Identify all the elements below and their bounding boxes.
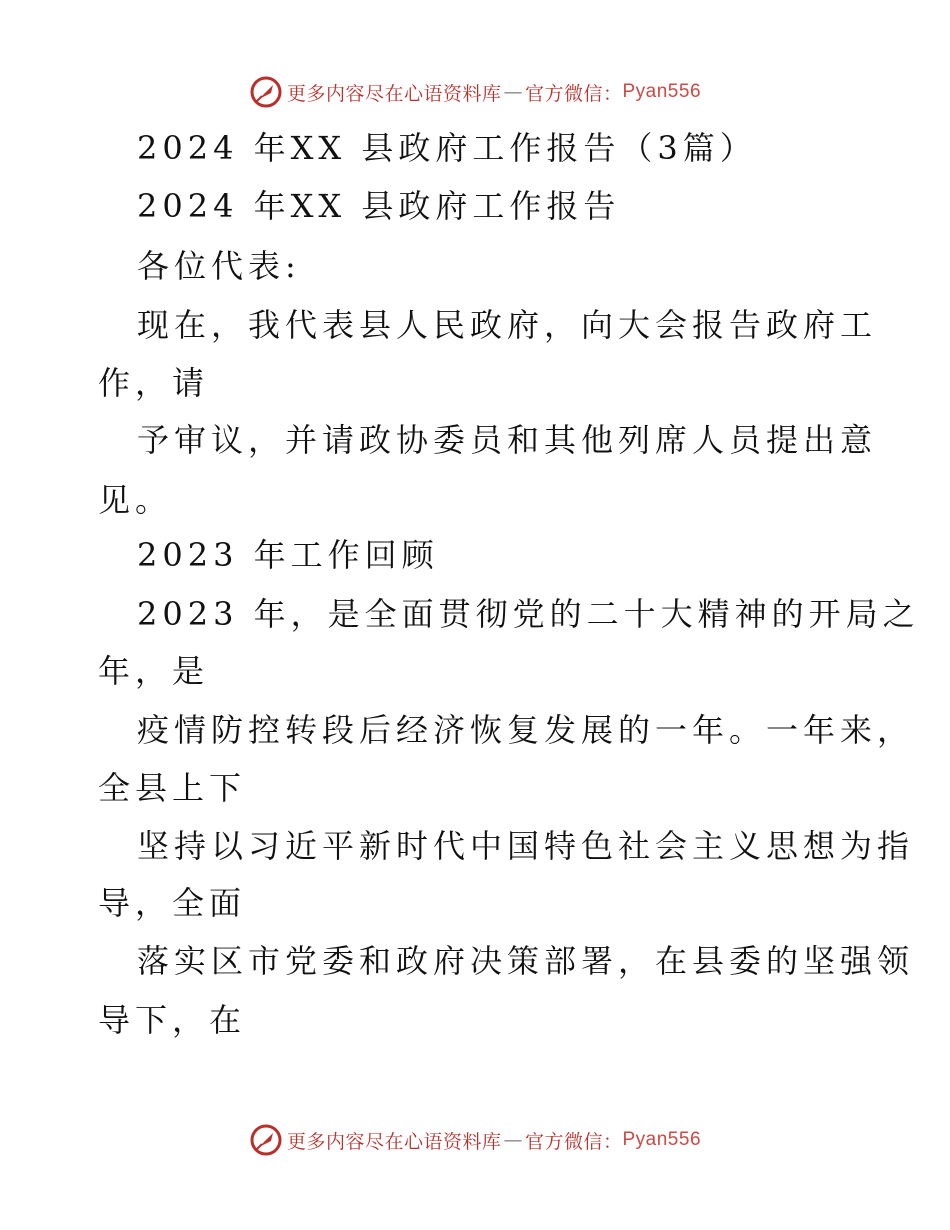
section-heading: 2023 年工作回顾 (137, 536, 439, 574)
watermark-wechat-id: Pyan556 (622, 81, 702, 102)
text-line: 年，是 (98, 652, 210, 690)
watermark-wechat-label: 官方微信： (524, 82, 623, 105)
text-line: 导，全面 (98, 884, 247, 922)
text-line: 予审议，并请政协委员和其他列席人员提出意 (137, 421, 878, 459)
watermark-wechat-label: 官方微信： (524, 1130, 623, 1153)
quill-logo-icon (249, 1123, 283, 1157)
header-watermark (0, 72, 950, 112)
report-heading: 2024 年XX 县政府工作报告 (137, 187, 621, 225)
text-line: 作，请 (98, 364, 210, 402)
text-line: 疫情防控转段后经济恢复发展的一年。一年来， (137, 711, 915, 749)
text-line: 坚持以习近平新时代中国特色社会主义思想为指 (137, 827, 915, 865)
watermark-wechat-id: Pyan556 (622, 1129, 702, 1150)
footer-watermark (0, 1120, 950, 1160)
text-line: 现在，我代表县人民政府，向大会报告政府工 (137, 306, 878, 344)
text-line: 2023 年，是全面贯彻党的二十大精神的开局之 (137, 595, 920, 633)
document-title: 2024 年XX 县政府工作报告（3篇） (137, 129, 757, 167)
text-line: 见。 (98, 481, 173, 519)
watermark-separator: — (503, 81, 523, 103)
text-line: 落实区市党委和政府决策部署，在县委的坚强领 (137, 942, 915, 980)
text-line: 全县上下 (98, 769, 247, 807)
salutation: 各位代表: (137, 247, 301, 285)
text-line: 导下，在 (98, 1001, 247, 1039)
watermark-separator: — (503, 1129, 523, 1151)
watermark-brand: 更多内容尽在心语资料库 (286, 82, 502, 105)
watermark-brand: 更多内容尽在心语资料库 (286, 1130, 502, 1153)
quill-logo-icon (249, 75, 283, 109)
